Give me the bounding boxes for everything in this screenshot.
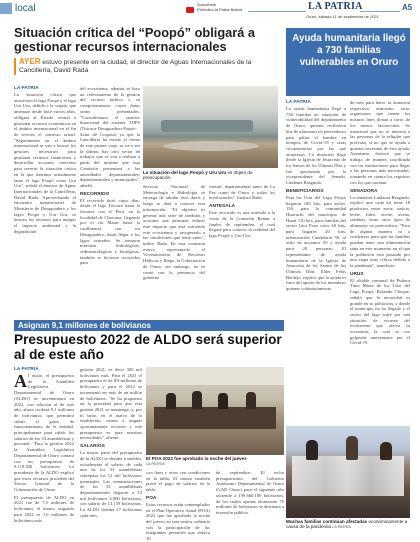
body: central, departamental tanto de La Paz como de Oruro y todos los involucrados", finalizó Rada. [209,184,275,201]
column-1 [14,367,74,523]
photo-session [146,367,284,455]
body-text: l inicio, el presupuesto de la Asamblea Legislativa Departamental de Oruro (ALDO) se incrementará en 2022, con relación al de este año, ahora recibirá 9,1 millones de bolivianos, que permitirá cubrir el gasto de funcionamiento de la entidad, principalmente para cubrir los salarios de los 33 asambleístas y personal. "Para la gestión 2022 la Asamblea Legislativa Departamental de Oruro contará con un presupuesto de 9.119.500 bolivianos. La presidenta de la ALDO explicó que estos recursos proceden del Tesoro General de la Gobernación de Oruro. [14,373,74,493]
column-1 [286,100,346,292]
caption-credit: LA PATRIA [332,525,351,530]
body: de septiembre. El techo presupuestario del Gobierno Autónomo Departamental de Oruro (GAD Oruro) para el siguiente año asciende a 199.660.100 bolivianos, de los cuales apenas alcanzarán 70 millones de bolivianos se destinará a inversión pública. [216,470,284,515]
subhead: BENEFICIARIOS [286,188,324,194]
column-4 [216,470,284,516]
lead-kicker: AYER [19,57,41,66]
headline: Ayuda humanitaria llegó a 730 familias vulnerables en Oruro [292,33,406,69]
body: con fines y otros con condiciones en la tabla. El monto también prevé el pago de salarios en la tabla. [146,470,210,493]
photo-lake [143,86,278,168]
column-2 [350,100,410,346]
kicker-bar [14,320,284,331]
subhead: RECORRIDO [80,191,110,197]
drop-cap: A [14,371,27,391]
byline: LA PATRIA [286,100,311,105]
column-2 [80,86,140,266]
brand-logo: LA PATRIA [308,1,363,12]
byline: LA PATRIA [14,367,39,372]
subhead: URUS [350,271,364,277]
headline-box [286,28,410,96]
section-bar [0,3,12,14]
column-3 [143,184,205,281]
body [14,373,74,493]
headline: Presupuesto 2022 de ALDO será superior al de este año [14,332,282,362]
subhead: SALARIOS [80,444,105,450]
youtube-icon[interactable] [186,7,194,13]
photo-donation [286,426,410,518]
photo-caption [146,456,284,468]
story-aldo [0,320,285,542]
caption-rest: económicamente a causa de la pandemia [286,519,408,530]
header-sep-right [360,11,400,12]
body: La mayor parte del presupuesto de la ALDO se destina a sueldos, actualmente el salario de cada uno de los 33 asambleístas sobrepasa los 12 mil bolivianos mensuales. Las remuneraciones de los 33 asambleístas departamentales llegaron a 12 mil bolivianos 4.900 bolivianos, con salario de 13.139 bolivianos. La ALDO destina 27 bolivianos cada mes. [80,450,142,518]
photo-caption [143,170,278,181]
column-1 [14,86,76,235]
body: Para las Uras del Lago Poopó llegaron 180 kits, para asilos, 150, para la comunidad Huacuchi del municipio de Huari 150 kits, para familias del sector Inca Pozo otros 60 kits, para hogares 20 kits, urbanización Candelaria 50, al asilo de ancianos 50 y ayuda para 20 personas. El representante de ayuda humanitaria de la Iglesia de Jesucristo de los Santos de los Últimos Días, Elder Febis Berdejo, explicó que la ayuda es fruto del aporte de los miembros quienes voluntariamente [286,194,346,292]
byline: LA PATRIA [14,86,39,91]
subhead: ANTESALA [209,204,236,210]
header-sep-left [248,11,306,12]
body: La ayuda humanitaria llegó a 730 familias en situación de vulnerabilidad del departamento de Oruro, quienes recibieron kits de alimentos no perecederos para paliar el hambre en tiempos de Covid-19 y otras circunstancias por las que atraviesan. La donación llegó desde la Iglesia de Jesucristo de los Santos de los Últimos Días y fue gestionada por la vicepresidente del Senado, Lindaura Rasguido. [286,106,346,186]
body: El presupuesto de ALDO en 2021 fue de 7,5 millones de bolivianos, el monto asignado para 2022 es 1,6 millones de bolivianos más. [14,494,74,523]
body: Este recorrido es una antesala a la visita de la Comisión Remar a finales de septiembre, el cual llegará para conocer la realidad del lago Poopó y Uru Uru. [209,210,275,238]
caption-credit: LA PATRIA [146,462,165,467]
story-poopo [0,26,285,311]
subscribe-link[interactable]: Suscríbete [197,2,217,7]
body: Servicio Nacional de Meteorología e Hidrología se encarga de tabular esos datos y luego se dará a conocer esta información. "El objetivo es generar una serie de medidas y acciones que permitan reducir este impacto que está sufriendo este ecosistema y recuperarlo a las condiciones que tenía antes", indicó Rada. En esta comisión estuvo representado el Viceministerio de Recursos Hídricos y Riego, la Gobernación de Oruro, sin embargo, no se contó con la presencia del gobierno [143,184,205,281]
subhead: POA [146,495,157,501]
body: del ecosistema, además se hizo un relevamiento de la gestión del recurso hídrico y su comportamiento, cuyos datos serán presentados. "Consideramos el carácter binacional del sistema TDPS (Titicaca-Desaguadero-Poopó-Salar de Coipasa) ya que la Cancillería ha estado al frente de este primer viaje, se va a ver la última, hay otro sector de trabajos que se van a realizar a partir del informe que esta Comisión presentará a las autoridades departamentales, departamentales y municipales", añadió. [80,86,140,188]
body: de mes para hacer la donación respectiva, asimismo, otros organismos que tienen los mismos fines donan a favor de los menos favorecidos. Se mencionó que no se interesa a las personas de la religión que profesan, si no que se ayuda a quienes necesitan de esta ayuda. Asimismo, destacó que se trabaja de manera coordinada con las instituciones para llegar a las personas más necesitadas, tomando en cuenta los registros con los que cuentan. [350,100,410,185]
caption-bold: El POA 2022 fue aprobado la noche del jueves [146,456,247,461]
caption-bold: La situación del lago Poopó y Uru Uru [143,170,227,175]
lead-text: estuvo presente en la ciudad, el director de Aguas Internacionales de la Cancillería, David Rada [19,59,252,74]
dateline: Oruro, sábado 11 de septiembre de 2021 [306,14,379,19]
lead [14,58,281,75]
page-number: A5 [402,3,413,12]
story-ayuda [286,28,410,532]
column-2 [80,367,142,519]
kicker: Asignan 9,1 millones de bolivianos [18,321,151,330]
channel-label: Periódico la Patria Bolivia [197,6,243,12]
body: El alcalde comunal de Puñaca Tinta María de los Urus del Lago Poopó, Rolando Choque, señaló que la necesidad es grande en su población, y donde el municipio no ha llegado y el sector del lago sufre por una situación de escasez del ecosistema que afecta su economía, la cual se vio golpeada nuevamente por el Covid-19. [350,277,410,346]
section-label: local [15,3,36,14]
column-3 [146,470,210,542]
column-4 [209,184,275,239]
caption-rest: es objeto de preocupación [143,170,253,181]
body: La situación crítica que atraviesan el lago Poopó y el lago Uru Uru, debido a la sequía, que amenaza desde hace varios años, obligará al Estado central a gestionar recursos económicos en el ámbito internacional en el fin de revertir el contexto actual. "Seguramente en el ámbito internacional se van a buscar los gestores necesarios para gestionar recursos financieros y desarrollar acciones concretas para revertir la situación crítica en la que tenemos actualmente tanto el lago Poopó como Uru Uru", señaló el director de Aguas Internacionales de la Cancillería, David Rada. Aprovechando el encuentro internacional de Ministerio de Desaguadero y los lagos Poopó y Uru Uru, se buscan los recursos para mitigar el impacto ambiental y la degradación [14,92,76,234]
photo-caption [286,519,410,531]
body: El recorrido duró cinco días, desde el lago Titicaca hasta la frontera con el Perú, en la localidad de Choroma, llegando por el río Mauri hasta la confluencia con río Desaguadero, hasta llegar a los lagos orureños. Se tomaron muestras hidrológicas, sedimentológicas y biológicas, también se hicieron recorridos para [80,197,140,266]
body: La senadora Lindaura Rasguido, explicó que cada kit tiene 18 productos entre arroz, azúcar, leche, fideo, aceite, avena, sardinas, entre otros tipos de alimentos no perecederos. "Esto de alguna manera va a coadyuvar para que las familias puedan tener una alimentación sana en este momento en el que la población está pasando por una etapa muy crítica debido a la pandemia", manifestó. [350,194,410,268]
headline: Situación crítica del “Poopó” obligará a gestionar recursos internacionales [14,25,256,54]
body: gestión 2021, es decir 300 mil bolivianos más. Para el 2021 el presupuesto es de 8,8 millones de bolivianos y para el 2022 se incrementó en más de un millón de bolivianos. "Se ha propuesto en la prioridad para que esta gestión 2021 se mantenga, y, por lo tanto, en el marco de lo establecido, vamos a asignar oportunamente recursos y este presupuesto es para nuestras necesidades", afirmó. [80,367,142,441]
subhead: SENADORA [350,188,378,194]
body: Estos recursos están contemplados en el Plan Operativo Anual (POA) 2022 que fue aprobado la noche del jueves en una sesión ordinaria con la participación de los integrantes presentes que obtuvo 10 [146,501,210,542]
caption-bold: Muchas familias continúan afectadas [286,519,368,524]
